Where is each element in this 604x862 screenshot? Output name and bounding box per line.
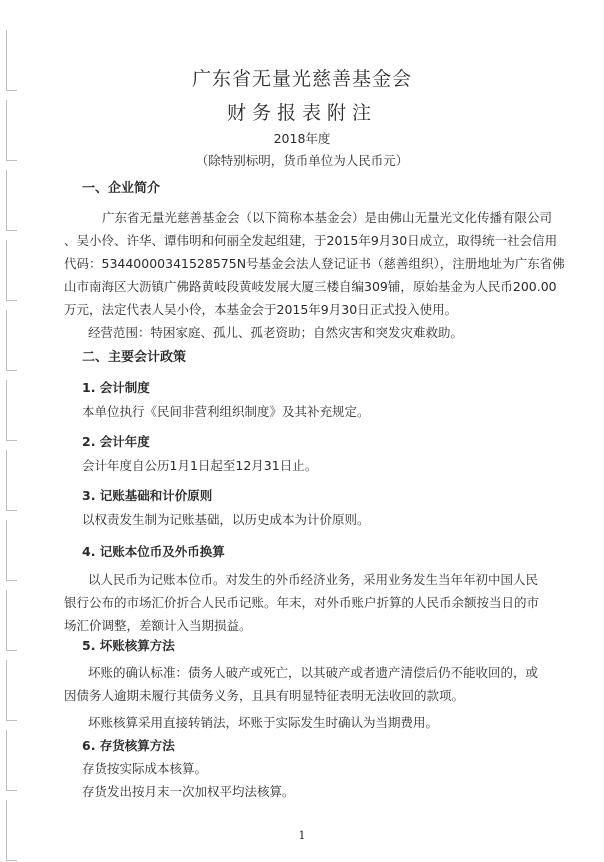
overview-line: 代码：53440000341528575N号基金会法人登记证书（慈善组织），注册地址为广东省佛 [64,256,565,271]
policy-text: 场汇价调整，差额计入当期损益。 [64,618,252,633]
document-title: 广东省无量光慈善基金会 [191,68,412,90]
section-heading-overview: 一、企业简介 [82,181,161,196]
overview-line: 、吴小伶、许华、谭伟明和何丽全发起组建，于2015年9月30日成立，取得统一社会信用 [64,233,558,248]
overview-line: 广东省无量光慈善基金会（以下简称本基金会）是由佛山无量光文化传播有限公司 [102,210,553,225]
policy-heading-accounting-system: 1. 会计制度 [82,380,150,395]
policy-heading-bad-debt: 5. 坏账核算方法 [82,638,175,653]
policy-heading-accounting-basis: 3. 记账基础和计价原则 [82,488,213,503]
policy-text: 存货发出按月末一次加权平均法核算。 [82,784,295,799]
business-scope: 经营范围：特困家庭、孤儿、孤老资助；自然灾害和突发灾难救助。 [88,325,464,340]
document-subtitle: 财务报表附注 [226,102,377,124]
policy-text: 以人民币为记账本位币。对发生的外币经济业务，采用业务发生当年年初中国人民 [88,572,539,587]
policy-text: 本单位执行《民间非营利组织制度》及其补充规定。 [82,404,370,419]
policy-text: 会计年度自公历1月1日起至12月31日止。 [82,458,318,473]
overview-line: 万元，法定代表人吴小伶，本基金会于2015年9月30日正式投入使用。 [64,302,458,317]
policy-text: 坏账的确认标准：债务人破产或死亡，以其破产或者遗产清偿后仍不能收回的，或 [88,665,539,680]
policy-text: 坏账核算采用直接转销法，坏账于实际发生时确认为当期费用。 [88,715,439,730]
policy-text: 存货按实际成本核算。 [82,761,208,776]
page-number: 1 [298,829,306,842]
currency-note: （除特别标明，货币单位为人民币元） [195,153,409,168]
policy-heading-fiscal-year: 2. 会计年度 [82,434,150,449]
overview-line: 山市南海区大沥镇广佛路黄岐段黄岐发展大厦三楼自编309铺，原始基金为人民币200.00 [64,279,557,294]
policy-heading-currency: 4. 记账本位币及外币换算 [82,544,225,559]
policy-heading-inventory: 6. 存货核算方法 [82,738,175,753]
policy-text: 以权责发生制为记账基础，以历史成本为计价原则。 [82,512,370,527]
policy-text: 因债务人逾期未履行其债务义务，且具有明显特征表明无法收回的款项。 [64,688,465,703]
section-heading-policies: 二、主要会计政策 [82,350,187,365]
policy-text: 银行公布的市场汇价折合人民币记账。年末，对外币账户折算的人民币余额按当日的市 [64,595,540,610]
report-year: 2018年度 [273,131,331,146]
